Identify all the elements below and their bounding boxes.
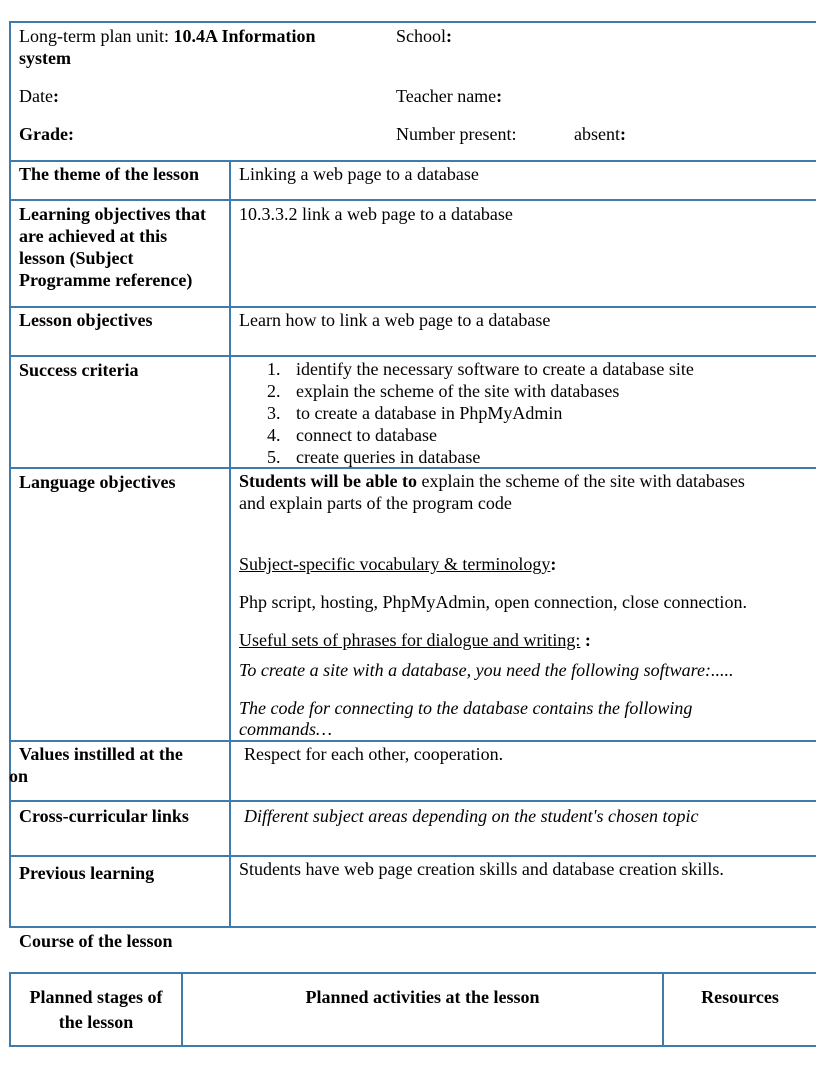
language-text: explain the scheme of the site with databases: [417, 471, 745, 491]
teacher-label: Teacher name: [396, 86, 497, 106]
border-line: [662, 972, 664, 1047]
learning-objectives-label: are achieved at this: [19, 226, 168, 246]
previous-learning-label: Previous learning: [19, 863, 155, 883]
phrases-heading-text: Useful sets of phrases for dialogue and writing:: [239, 630, 581, 650]
border-line: [229, 160, 231, 928]
planned-stages-line2: the lesson: [58, 1012, 134, 1032]
unit-value: 10.4A Information: [173, 26, 316, 46]
colon: :: [446, 26, 453, 46]
border-line: [9, 800, 816, 802]
vocab-heading-text: Subject-specific vocabulary & terminology: [239, 554, 551, 574]
lesson-objectives-value: Learn how to link a web page to a database: [239, 310, 551, 330]
theme-label: The theme of the lesson: [19, 164, 199, 184]
language-objectives-label: Language objectives: [19, 472, 176, 492]
date-field: [19, 85, 59, 107]
list-item: 5. create queries in database: [267, 447, 481, 467]
phrases-colon: :: [580, 630, 591, 650]
border-line: [9, 740, 816, 742]
resources-header: Resources: [701, 987, 779, 1007]
phrase-2: The code for connecting to the database contains the following: [239, 698, 693, 718]
unit-value-cont: system: [19, 48, 71, 68]
learning-objectives-value: 10.3.3.2 link a web page to a database: [239, 204, 513, 224]
border-line: [9, 306, 816, 308]
cross-curricular-value: Different subject areas depending on the student's chosen topic: [244, 806, 699, 826]
border-line: [9, 21, 11, 928]
border-line: [9, 972, 816, 974]
school-field: [396, 25, 452, 47]
planned-stages-header: [11, 986, 181, 1033]
border-line: [9, 355, 816, 357]
planned-stages-line1: Planned stages of: [29, 987, 163, 1007]
absent-field: [574, 123, 626, 145]
list-item: 2. explain the scheme of the site with databases: [267, 381, 620, 401]
list-item: 4. connect to database: [267, 425, 437, 445]
phrases-heading: [239, 629, 591, 651]
students-able-to: Students will be able to: [239, 471, 418, 491]
language-objectives-line1: [239, 470, 745, 492]
unit-label-text: Long-term plan unit:: [19, 26, 174, 46]
success-criteria-label: Success criteria: [19, 360, 139, 380]
values-label-cont: on: [9, 766, 29, 786]
colon: :: [619, 124, 626, 144]
learning-objectives-label: lesson (Subject: [19, 248, 134, 268]
course-heading: Course of the lesson: [19, 931, 173, 951]
school-label: School: [396, 26, 447, 46]
planned-activities-header: Planned activities at the lesson: [305, 987, 540, 1007]
language-objectives-line2: and explain parts of the program code: [239, 493, 512, 513]
border-line: [9, 1045, 816, 1047]
phrase-2-cont: commands…: [239, 719, 332, 739]
border-line: [9, 199, 816, 201]
learning-objectives-label: Learning objectives that: [19, 204, 206, 224]
previous-learning-value: Students have web page creation skills and database creation skills.: [239, 859, 724, 879]
grade-label: Grade:: [19, 124, 74, 144]
absent-label: absent: [574, 124, 620, 144]
border-line: [9, 855, 816, 857]
teacher-field: [396, 85, 502, 107]
colon: :: [52, 86, 59, 106]
values-label: Values instilled at the: [19, 744, 183, 764]
border-line: [9, 926, 816, 928]
colon: :: [550, 554, 557, 574]
border-line: [9, 160, 816, 162]
learning-objectives-label: Programme reference): [19, 270, 193, 290]
phrase-1: To create a site with a database, you need the following software:.....: [239, 660, 734, 680]
lesson-objectives-label: Lesson objectives: [19, 310, 153, 330]
vocab-heading: [239, 553, 556, 575]
date-label: Date: [19, 86, 53, 106]
border-line: [9, 21, 816, 23]
values-value: Respect for each other, cooperation.: [244, 744, 504, 764]
border-line: [181, 972, 183, 1047]
cross-curricular-label: Cross-curricular links: [19, 806, 189, 826]
unit-label: [19, 25, 315, 47]
list-item: 3. to create a database in PhpMyAdmin: [267, 403, 563, 423]
number-present-label: Number present:: [396, 124, 517, 144]
theme-value: Linking a web page to a database: [239, 164, 479, 184]
list-item: 1. identify the necessary software to create a database site: [267, 359, 694, 379]
vocab-text: Php script, hosting, PhpMyAdmin, open connection, close connection.: [239, 592, 747, 612]
colon: :: [496, 86, 503, 106]
